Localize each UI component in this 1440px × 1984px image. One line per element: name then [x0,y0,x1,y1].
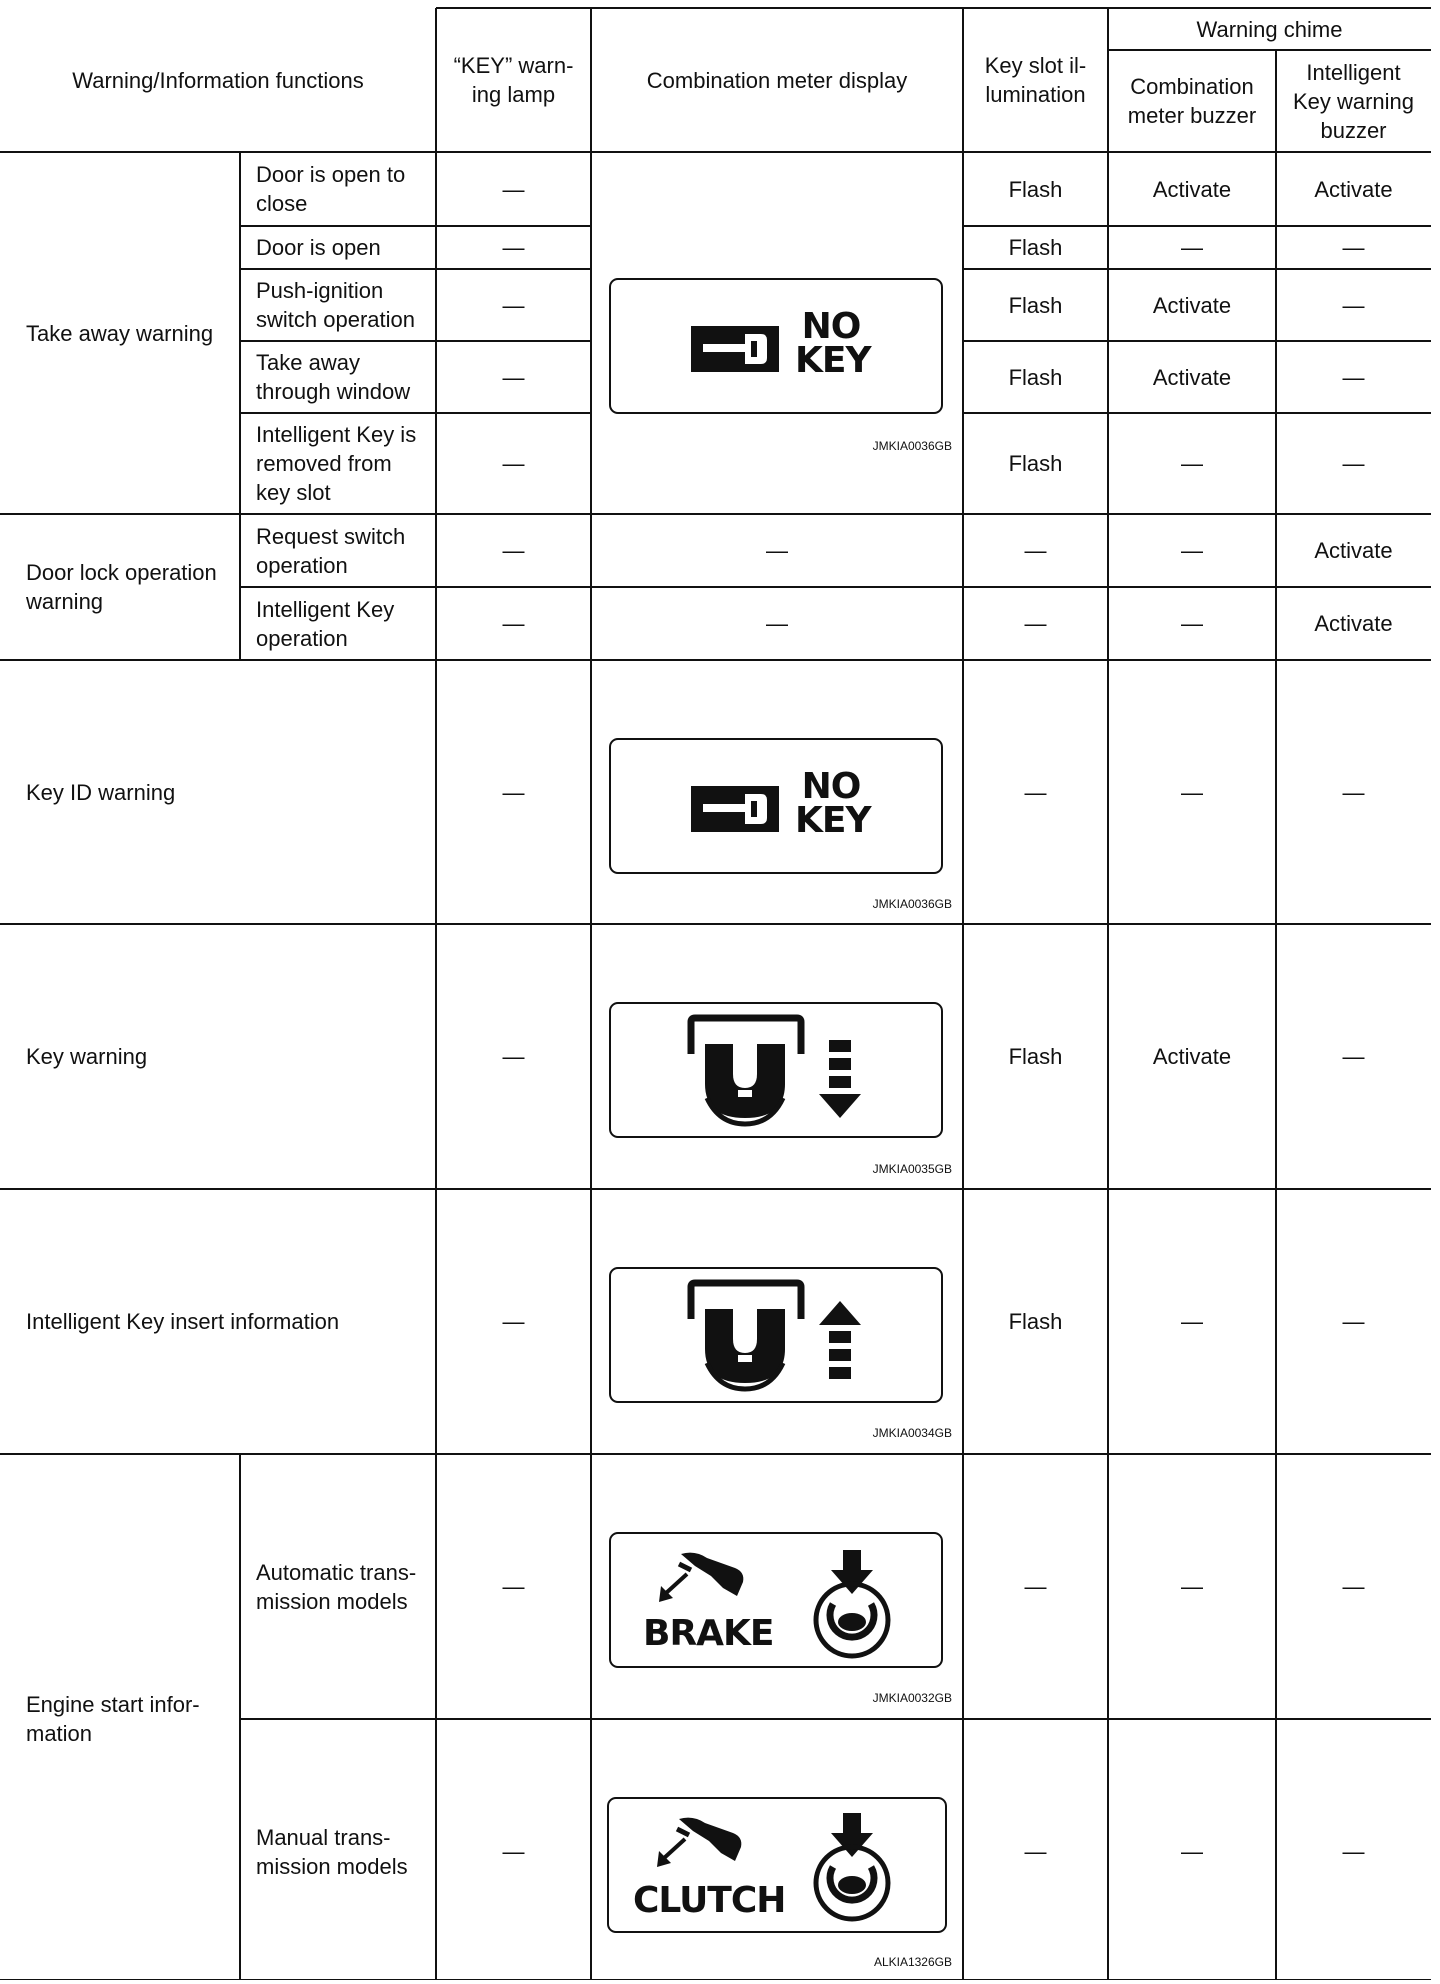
table-rule [240,1718,1431,1720]
ikey-buzzer-cell: — [1342,1574,1365,1599]
no-key-text-1: NO [801,766,861,807]
ikey-buzzer-cell: — [1342,235,1365,260]
key-slot-cell: Flash [1008,176,1063,202]
ikey-buzzer-cell: — [1342,1839,1365,1864]
condition-cell: Take away through window [256,350,411,404]
group-take-away-warning: Take away warning [26,320,214,346]
ikey-buzzer-cell: Activate [1314,176,1393,202]
table-rule [240,268,591,270]
no-key-display-panel [609,738,943,874]
table-border-top [436,7,1431,9]
meter-buzzer-cell: — [1181,1839,1203,1864]
meter-buzzer-cell: — [1181,611,1203,636]
header-meter-buzzer: Combination meter buzzer [1127,74,1257,128]
ikey-buzzer-cell: — [1342,779,1365,805]
brake-label: BRAKE [643,1613,774,1654]
key-lamp-cell: — [502,779,525,805]
key-slot-cell: — [1024,538,1047,563]
header-warning-chime: Warning chime [1196,16,1343,42]
meter-buzzer-cell: — [1181,235,1203,260]
meter-buzzer-cell: Activate [1152,292,1232,318]
key-slot-cell: — [1024,1574,1047,1599]
condition-cell: Door is open to close [256,162,406,216]
condition-cell: Intelligent Key is removed from key slot [256,422,417,505]
table-rule [963,225,1431,227]
table-rule [0,659,1431,661]
header-key-slot: Key slot il- lumination [984,53,1087,107]
table-rule [0,923,1431,925]
table-rule [0,151,1431,153]
no-key-text-1: NO [801,306,861,347]
table-rule [240,586,1431,588]
ikey-buzzer-cell: — [1342,364,1365,390]
key-lamp-cell: — [502,1839,525,1864]
key-slot-cell: — [1024,611,1047,636]
key-insert-display-panel [609,1267,943,1403]
meter-display-cell: — [766,538,788,563]
meter-buzzer-cell: Activate [1152,1044,1232,1069]
table-rule [963,340,1431,342]
group-engine-start-information: Engine start infor- mation [26,1692,200,1746]
table-rule [0,513,1431,515]
meter-buzzer-cell: Activate [1152,176,1232,202]
table-rule [240,412,591,414]
key-lamp-cell: — [502,364,525,390]
key-slot-insert-icon [685,1279,885,1393]
header-functions: Warning/Information functions [72,67,364,93]
key-lamp-cell: — [502,611,525,636]
ikey-buzzer-cell: Activate [1314,538,1393,563]
table-rule [239,152,241,660]
table-rule [962,8,964,1980]
key-lamp-cell: — [502,1309,525,1334]
no-key-display-panel [609,278,943,414]
key-slot-cell: Flash [1008,292,1063,318]
key-slot-cell: — [1024,1839,1047,1864]
clutch-display-panel [607,1797,947,1933]
table-rule [963,268,1431,270]
group-door-lock-warning: Door lock operation warning [26,560,217,614]
key-icon [691,786,779,832]
key-lamp-cell: — [502,1044,525,1069]
condition-cell: Intelligent Key operation [256,596,395,651]
figure-code: JMKIA0032GB [872,1691,952,1705]
condition-cell: Request switch operation [256,523,406,578]
key-slot-cell: Flash [1008,1309,1063,1334]
group-insert-information: Intelligent Key insert information [26,1309,340,1334]
key-lamp-cell: — [502,538,525,563]
key-lamp-cell: — [502,176,525,202]
group-key-warning: Key warning [26,1044,148,1069]
meter-buzzer-cell: — [1181,1574,1203,1599]
group-key-id-warning: Key ID warning [26,779,176,805]
push-start-button-icon [807,1548,897,1660]
brake-display-panel [609,1532,943,1668]
meter-buzzer-cell: Activate [1152,364,1232,390]
brake-pedal-icon [651,1548,751,1608]
no-key-text-2: KEY [795,340,871,381]
table-rule [0,1188,1431,1190]
ikey-buzzer-cell: — [1342,292,1365,318]
table-rule [1107,8,1109,1980]
key-lamp-cell: — [502,1574,525,1599]
header-meter-display: Combination meter display [646,67,908,93]
meter-buzzer-cell: — [1181,538,1203,563]
key-slot-cell: — [1024,779,1047,805]
meter-buzzer-cell: — [1181,1309,1203,1334]
key-lamp-cell: — [502,451,525,476]
table-rule [590,8,592,1980]
condition-cell: Door is open [256,235,381,260]
condition-cell: Automatic trans- mission models [256,1559,417,1614]
push-start-button-icon [807,1811,897,1923]
no-key-text-2: KEY [795,800,871,841]
table-rule [0,1453,1431,1455]
key-slot-cell: Flash [1008,235,1063,260]
table-rule [435,8,437,1980]
table-rule [239,1454,241,1980]
ikey-buzzer-cell: — [1342,1309,1365,1334]
figure-code: JMKIA0036GB [872,439,952,453]
table-rule [240,225,591,227]
table-rule [1275,50,1277,1980]
ikey-buzzer-cell: Activate [1314,611,1393,636]
table-rule [240,340,591,342]
table-rule [963,412,1431,414]
ikey-buzzer-cell: — [1342,1044,1365,1069]
meter-buzzer-cell: — [1181,451,1203,476]
key-icon [691,326,779,372]
key-slot-cell: Flash [1008,364,1063,390]
key-slot-cell: Flash [1008,451,1063,476]
condition-cell: Push-ignition switch operation [256,278,415,332]
key-slot-eject-icon [685,1014,885,1128]
header-key-lamp: “KEY” warn- ing lamp [453,53,574,107]
figure-code: JMKIA0034GB [872,1426,952,1440]
table-rule [1108,49,1431,51]
figure-code: JMKIA0035GB [872,1162,952,1176]
key-lamp-cell: — [502,292,525,318]
meter-display-cell: — [766,611,788,636]
key-lamp-cell: — [502,235,525,260]
key-warning-display-panel [609,1002,943,1138]
clutch-pedal-icon [649,1813,749,1873]
figure-code: JMKIA0036GB [872,897,952,911]
condition-cell: Manual trans- mission models [256,1824,408,1879]
clutch-label: CLUTCH [633,1880,786,1921]
header-ikey-buzzer: Intelligent Key warning buzzer [1292,59,1415,143]
ikey-buzzer-cell: — [1342,451,1365,476]
figure-code: ALKIA1326GB [873,1955,952,1969]
key-slot-cell: Flash [1008,1044,1063,1069]
meter-buzzer-cell: — [1181,779,1203,805]
